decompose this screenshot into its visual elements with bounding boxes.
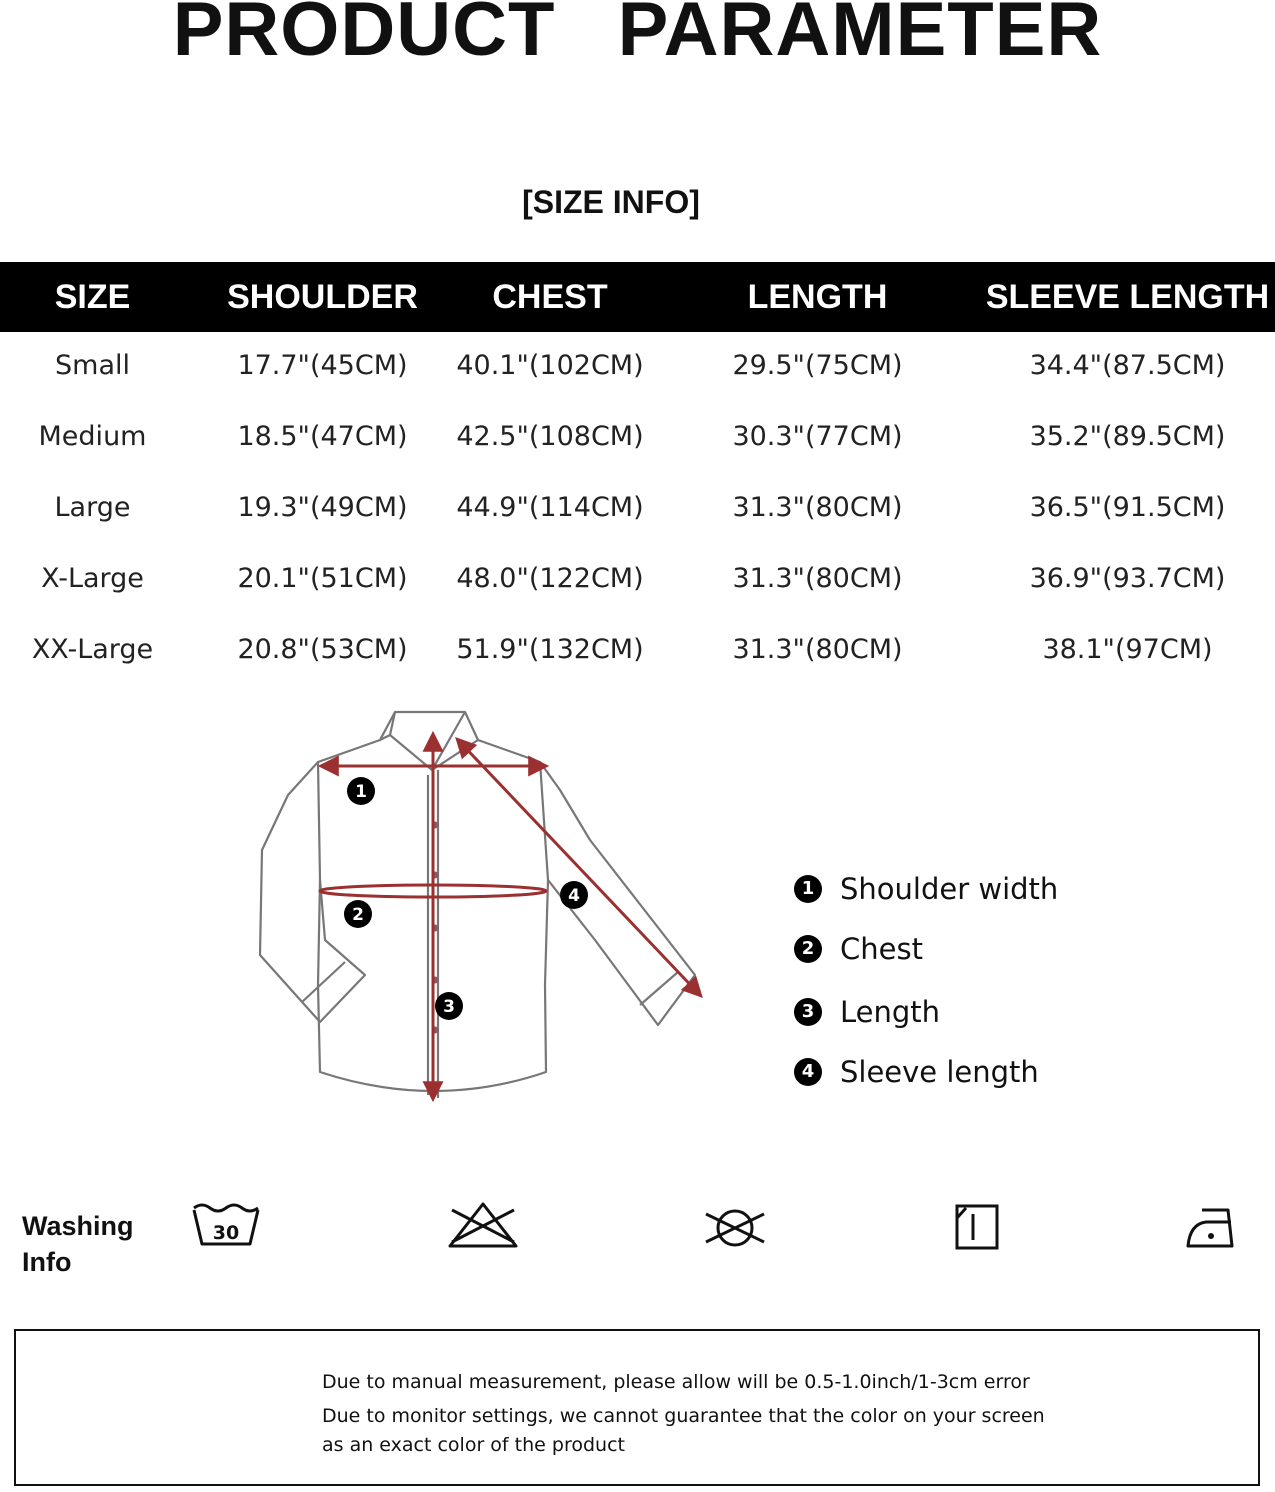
wash-30-icon	[190, 1200, 262, 1252]
size-table-header	[0, 262, 1275, 332]
cell-chest: 44.9"(114CM)	[456, 492, 644, 523]
wash-temp: 30	[212, 1222, 240, 1244]
legend-item	[794, 1055, 1039, 1095]
cell-chest: 48.0"(122CM)	[456, 563, 644, 594]
cell-chest: 51.9"(132CM)	[456, 634, 644, 665]
washing-label-line2: Info	[22, 1247, 72, 1277]
legend-number: 1	[794, 875, 822, 903]
page-title: PRODUCT PARAMETER	[172, 0, 1103, 72]
header-chest: CHEST	[492, 278, 608, 316]
legend-number: 3	[794, 998, 822, 1026]
cell-chest: 40.1"(102CM)	[456, 350, 644, 381]
cell-shoulder: 18.5"(47CM)	[237, 421, 408, 452]
size-info-heading: [SIZE INFO]	[522, 184, 700, 220]
diagram-marker-3: 3	[443, 997, 455, 1017]
cell-length: 31.3"(80CM)	[732, 634, 903, 665]
diagram-marker-4: 4	[568, 886, 580, 906]
cell-shoulder: 20.1"(51CM)	[237, 563, 408, 594]
line-dry-icon	[952, 1200, 1002, 1252]
cell-shoulder: 17.7"(45CM)	[237, 350, 408, 381]
cell-size: Medium	[38, 421, 147, 452]
no-tumble-dry-icon	[702, 1200, 768, 1252]
cell-length: 31.3"(80CM)	[732, 492, 903, 523]
notice-line: Due to manual measurement, please allow will be 0.5-1.0inch/1-3cm error	[322, 1371, 1030, 1393]
notice-line: as an exact color of the product	[322, 1434, 625, 1456]
header-size: SIZE	[54, 278, 131, 316]
notice-line: Due to monitor settings, we cannot guarantee that the color on your screen	[322, 1405, 1045, 1427]
cell-shoulder: 19.3"(49CM)	[237, 492, 408, 523]
iron-low-icon	[1184, 1200, 1240, 1252]
header-shoulder: SHOULDER	[227, 278, 418, 316]
header-sleeve-length: SLEEVE LENGTH	[985, 278, 1270, 316]
table-row	[0, 403, 1275, 474]
cell-length: 30.3"(77CM)	[732, 421, 903, 452]
legend-label: Length	[840, 995, 941, 1029]
header-length: LENGTH	[747, 278, 888, 316]
cell-sleeve-length: 34.4"(87.5CM)	[1029, 350, 1226, 381]
washing-label-line1: Washing	[22, 1211, 134, 1241]
cell-length: 31.3"(80CM)	[732, 563, 903, 594]
diagram-marker-2: 2	[352, 905, 364, 925]
legend-item	[794, 932, 923, 972]
diagram-marker-1: 1	[355, 782, 367, 802]
legend-label: Shoulder width	[840, 872, 1059, 906]
legend-number: 4	[794, 1058, 822, 1086]
cell-size: X-Large	[41, 563, 144, 594]
cell-size: Large	[54, 492, 131, 523]
table-row	[0, 545, 1275, 616]
washing-info-label	[22, 1208, 162, 1280]
cell-length: 29.5"(75CM)	[732, 350, 903, 381]
cell-sleeve-length: 36.9"(93.7CM)	[1029, 563, 1226, 594]
cell-sleeve-length: 38.1"(97CM)	[1042, 634, 1213, 665]
legend-item	[794, 872, 1058, 912]
table-row	[0, 332, 1275, 403]
cell-sleeve-length: 36.5"(91.5CM)	[1029, 492, 1226, 523]
table-row	[0, 474, 1275, 545]
no-bleach-icon	[446, 1200, 520, 1252]
legend-number: 2	[794, 935, 822, 963]
cell-sleeve-length: 35.2"(89.5CM)	[1029, 421, 1226, 452]
notice-box	[14, 1329, 1260, 1486]
cell-size: XX-Large	[31, 634, 154, 665]
legend-label: Chest	[840, 932, 923, 966]
cell-chest: 42.5"(108CM)	[456, 421, 644, 452]
legend-item	[794, 995, 940, 1035]
shirt-outline-icon	[240, 700, 720, 1110]
legend-label: Sleeve length	[840, 1055, 1039, 1089]
cell-size: Small	[55, 350, 130, 381]
table-row	[0, 616, 1275, 687]
cell-shoulder: 20.8"(53CM)	[237, 634, 408, 665]
